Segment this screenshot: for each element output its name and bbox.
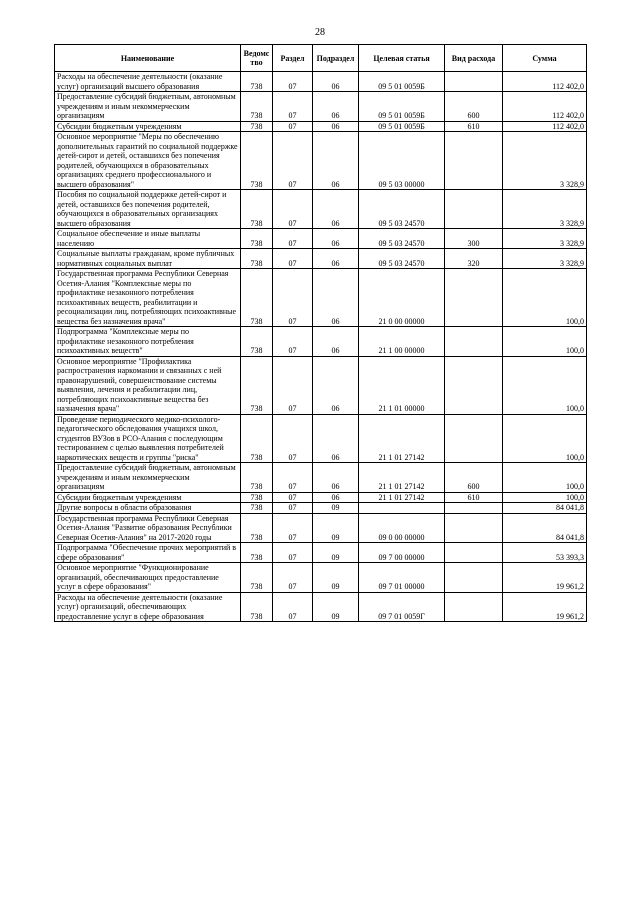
header-vid: Вид расхода — [445, 45, 503, 72]
cell-name: Пособия по социальной поддержке детей-сирот и детей, оставшихся без попечения родителей, обучающихся в образовательных организациях высшего образования — [55, 190, 241, 229]
cell-podrazdel: 09 — [313, 592, 359, 622]
cell-celevaya — [359, 503, 445, 514]
cell-vid — [445, 190, 503, 229]
table-row — [55, 249, 587, 269]
cell-ved: 738 — [241, 269, 273, 327]
cell-ved: 738 — [241, 249, 273, 269]
table-row — [55, 356, 587, 414]
cell-podrazdel: 09 — [313, 503, 359, 514]
cell-summa: 112 402,0 — [503, 72, 587, 92]
cell-razdel: 07 — [273, 92, 313, 122]
cell-celevaya: 09 5 01 0059Б — [359, 92, 445, 122]
cell-summa: 100,0 — [503, 356, 587, 414]
cell-ved: 738 — [241, 229, 273, 249]
cell-ved: 738 — [241, 492, 273, 503]
cell-name: Подпрограмма "Обеспечение прочих мероприятий в сфере образования" — [55, 543, 241, 563]
cell-podrazdel: 06 — [313, 492, 359, 503]
cell-podrazdel: 09 — [313, 563, 359, 593]
table-row — [55, 229, 587, 249]
cell-name: Государственная программа Республики Северная Осетия-Алания "Развитие образования Республики Северная Осетия-Алания" на 2017-2020 годы — [55, 513, 241, 543]
cell-name: Подпрограмма "Комплексные меры по профилактике незаконного потребления психоактивных веществ" — [55, 327, 241, 357]
cell-summa: 100,0 — [503, 414, 587, 463]
cell-name: Социальное обеспечение и иные выплаты населению — [55, 229, 241, 249]
cell-celevaya: 21 1 01 27142 — [359, 463, 445, 493]
cell-summa: 100,0 — [503, 492, 587, 503]
cell-ved: 738 — [241, 543, 273, 563]
cell-summa: 3 328,9 — [503, 132, 587, 190]
cell-celevaya: 09 5 03 24570 — [359, 190, 445, 229]
cell-summa: 100,0 — [503, 269, 587, 327]
cell-razdel: 07 — [273, 72, 313, 92]
header-name: Наименование — [55, 45, 241, 72]
cell-name: Основное мероприятие "Профилактика распространения наркомании и связанных с ней правонарушений, совершенствование системы выявления, лечения и реабилитации лиц, потребляющих психоактивные вещества без назначения врача" — [55, 356, 241, 414]
cell-celevaya: 09 5 03 24570 — [359, 229, 445, 249]
cell-razdel: 07 — [273, 269, 313, 327]
cell-name: Основное мероприятие "Функционирование организаций, обеспечивающих предоставление услуг в сфере образования" — [55, 563, 241, 593]
cell-ved: 738 — [241, 463, 273, 493]
table-row — [55, 190, 587, 229]
cell-ved: 738 — [241, 132, 273, 190]
cell-vid — [445, 563, 503, 593]
cell-vid — [445, 132, 503, 190]
cell-ved: 738 — [241, 327, 273, 357]
cell-razdel: 07 — [273, 543, 313, 563]
table-row — [55, 269, 587, 327]
cell-vid — [445, 356, 503, 414]
cell-celevaya: 09 5 03 00000 — [359, 132, 445, 190]
cell-vid — [445, 269, 503, 327]
cell-razdel: 07 — [273, 249, 313, 269]
cell-celevaya: 09 7 00 00000 — [359, 543, 445, 563]
cell-razdel: 07 — [273, 229, 313, 249]
cell-ved: 738 — [241, 356, 273, 414]
cell-name: Основное мероприятие "Меры по обеспечению дополнительных гарантий по социальной поддержке детей-сирот и детей, оставшихся без попечения родителей, обучающихся в образовательных организациях среднего профессионального и высшего образования" — [55, 132, 241, 190]
cell-ved: 738 — [241, 121, 273, 132]
cell-ved: 738 — [241, 503, 273, 514]
cell-celevaya: 21 1 01 27142 — [359, 492, 445, 503]
cell-ved: 738 — [241, 513, 273, 543]
cell-podrazdel: 06 — [313, 190, 359, 229]
cell-podrazdel: 06 — [313, 463, 359, 493]
cell-summa: 100,0 — [503, 463, 587, 493]
cell-vid — [445, 503, 503, 514]
cell-vid: 600 — [445, 463, 503, 493]
table-row — [55, 463, 587, 493]
cell-razdel: 07 — [273, 463, 313, 493]
cell-razdel: 07 — [273, 356, 313, 414]
cell-vid — [445, 543, 503, 563]
cell-summa: 112 402,0 — [503, 92, 587, 122]
cell-vid: 300 — [445, 229, 503, 249]
cell-podrazdel: 06 — [313, 229, 359, 249]
cell-summa: 84 041,8 — [503, 503, 587, 514]
table-row — [55, 327, 587, 357]
cell-name: Субсидии бюджетным учреждениям — [55, 492, 241, 503]
cell-ved: 738 — [241, 563, 273, 593]
table-row — [55, 121, 587, 132]
cell-summa: 19 961,2 — [503, 592, 587, 622]
cell-celevaya: 21 1 01 27142 — [359, 414, 445, 463]
cell-podrazdel: 06 — [313, 269, 359, 327]
table-row — [55, 563, 587, 593]
cell-summa: 19 961,2 — [503, 563, 587, 593]
cell-name: Проведение периодического медико-психолого-педагогического обследования учащихся школ, студентов ВУЗов в РСО-Алания с последующим тестированием с целью выявления потребителей наркотических веществ и группы "риска" — [55, 414, 241, 463]
cell-name: Другие вопросы в области образования — [55, 503, 241, 514]
cell-razdel: 07 — [273, 132, 313, 190]
cell-summa: 3 328,9 — [503, 249, 587, 269]
cell-celevaya: 21 1 00 00000 — [359, 327, 445, 357]
table-row — [55, 492, 587, 503]
cell-vid: 610 — [445, 121, 503, 132]
cell-vid: 320 — [445, 249, 503, 269]
budget-table — [54, 44, 587, 622]
cell-vid — [445, 592, 503, 622]
table-row — [55, 132, 587, 190]
header-summa: Сумма — [503, 45, 587, 72]
cell-razdel: 07 — [273, 492, 313, 503]
table-row — [55, 503, 587, 514]
cell-razdel: 07 — [273, 121, 313, 132]
cell-summa: 100,0 — [503, 327, 587, 357]
cell-ved: 738 — [241, 190, 273, 229]
cell-summa: 53 393,3 — [503, 543, 587, 563]
cell-name: Социальные выплаты гражданам, кроме публичных нормативных социальных выплат — [55, 249, 241, 269]
cell-name: Расходы на обеспечение деятельности (оказание услуг) организаций, обеспечивающих предоставление услуг в сфере образования — [55, 592, 241, 622]
cell-vid: 610 — [445, 492, 503, 503]
cell-summa: 84 041,8 — [503, 513, 587, 543]
cell-razdel: 07 — [273, 327, 313, 357]
table-row — [55, 72, 587, 92]
page-number: 28 — [315, 27, 325, 38]
cell-podrazdel: 06 — [313, 132, 359, 190]
cell-podrazdel: 06 — [313, 121, 359, 132]
cell-podrazdel: 09 — [313, 513, 359, 543]
table-header-row — [55, 45, 587, 72]
cell-podrazdel: 06 — [313, 327, 359, 357]
cell-name: Государственная программа Республики Северная Осетия-Алания "Комплексные меры по профилактике незаконного потребления психоактивных веществ, реабилитации и ресоциализации лиц, потребляющих психоактивные вещества без назначения врача" — [55, 269, 241, 327]
table-row — [55, 414, 587, 463]
header-ved: Ведомс тво — [241, 45, 273, 72]
header-celevaya: Целевая статья — [359, 45, 445, 72]
cell-celevaya: 21 1 01 00000 — [359, 356, 445, 414]
cell-podrazdel: 06 — [313, 72, 359, 92]
cell-podrazdel: 06 — [313, 414, 359, 463]
cell-vid — [445, 414, 503, 463]
cell-celevaya: 09 0 00 00000 — [359, 513, 445, 543]
table-row — [55, 92, 587, 122]
cell-vid — [445, 72, 503, 92]
cell-vid — [445, 327, 503, 357]
cell-razdel: 07 — [273, 503, 313, 514]
cell-summa: 3 328,9 — [503, 229, 587, 249]
table-row — [55, 592, 587, 622]
cell-podrazdel: 06 — [313, 249, 359, 269]
cell-vid — [445, 513, 503, 543]
cell-celevaya: 09 5 03 24570 — [359, 249, 445, 269]
table-row — [55, 513, 587, 543]
cell-celevaya: 09 7 01 00000 — [359, 563, 445, 593]
cell-ved: 738 — [241, 414, 273, 463]
cell-name: Расходы на обеспечение деятельности (оказание услуг) организаций высшего образования — [55, 72, 241, 92]
cell-name: Предоставление субсидий бюджетным, автономным учреждениям и иным некоммерческим организациям — [55, 463, 241, 493]
cell-razdel: 07 — [273, 513, 313, 543]
cell-podrazdel: 09 — [313, 543, 359, 563]
cell-summa: 3 328,9 — [503, 190, 587, 229]
cell-ved: 738 — [241, 72, 273, 92]
cell-vid: 600 — [445, 92, 503, 122]
cell-celevaya: 09 5 01 0059Б — [359, 72, 445, 92]
cell-razdel: 07 — [273, 592, 313, 622]
cell-razdel: 07 — [273, 414, 313, 463]
table-row — [55, 543, 587, 563]
header-razdel: Раздел — [273, 45, 313, 72]
cell-razdel: 07 — [273, 563, 313, 593]
cell-razdel: 07 — [273, 190, 313, 229]
cell-name: Субсидии бюджетным учреждениям — [55, 121, 241, 132]
cell-summa: 112 402,0 — [503, 121, 587, 132]
cell-ved: 738 — [241, 592, 273, 622]
cell-podrazdel: 06 — [313, 356, 359, 414]
cell-ved: 738 — [241, 92, 273, 122]
cell-celevaya: 09 5 01 0059Б — [359, 121, 445, 132]
header-podrazdel: Подраздел — [313, 45, 359, 72]
cell-name: Предоставление субсидий бюджетным, автономным учреждениям и иным некоммерческим организациям — [55, 92, 241, 122]
cell-podrazdel: 06 — [313, 92, 359, 122]
cell-celevaya: 09 7 01 0059Г — [359, 592, 445, 622]
cell-celevaya: 21 0 00 00000 — [359, 269, 445, 327]
